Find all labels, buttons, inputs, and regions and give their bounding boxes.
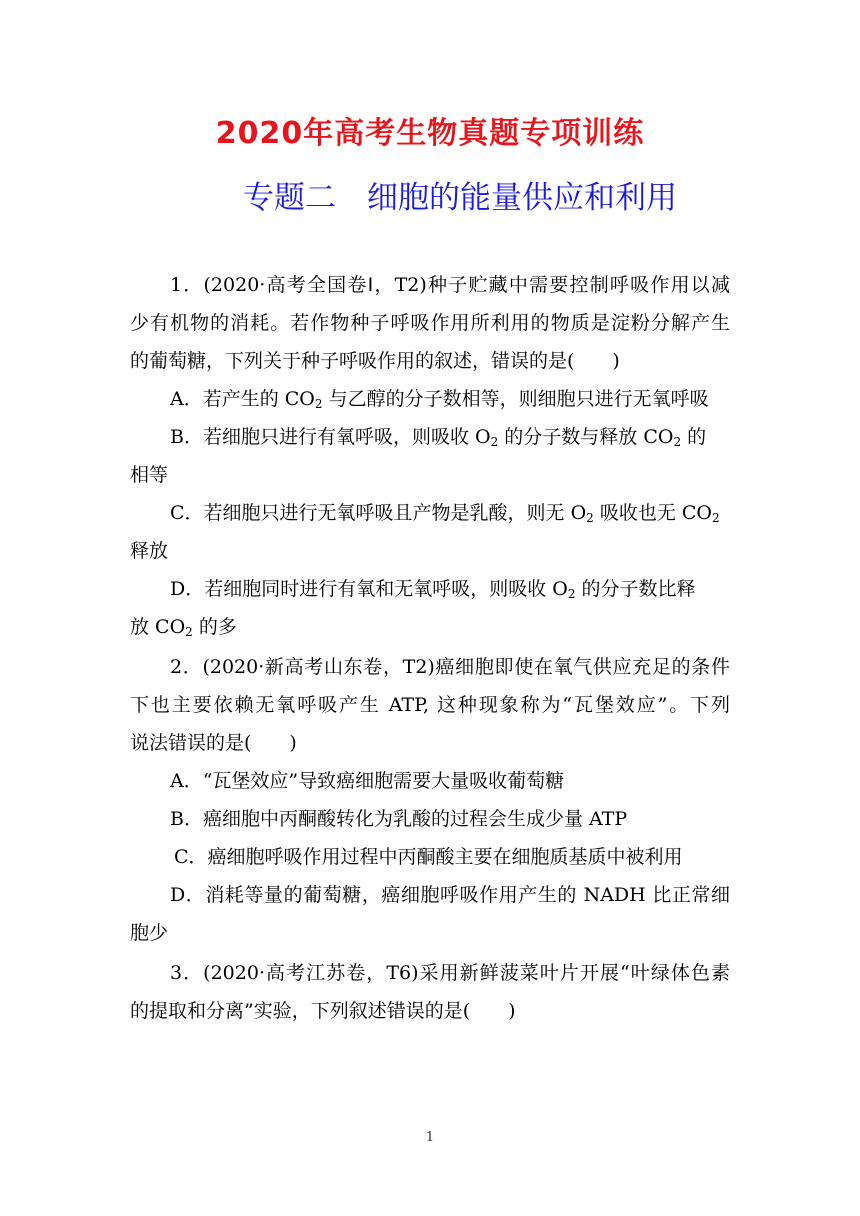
q3-source: 高考江苏卷 — [265, 962, 367, 984]
subscript: 2 — [712, 511, 720, 525]
page-title: 2020年高考生物真题专项训练 — [215, 116, 645, 151]
q2-option-d-cont: 胞少 — [130, 922, 169, 944]
q1-b-text-2: 的分子数与释放 CO — [498, 426, 674, 448]
q1-line-1 — [130, 266, 730, 304]
q1-d-text-1: D．若细胞同时进行有氧和无氧呼吸，则吸收 O — [170, 578, 568, 600]
q3-stem-1: ，T6)采用新鲜菠菜叶片开展“叶绿体色素 — [366, 962, 730, 984]
q2-option-c: C．癌细胞呼吸作用过程中丙酮酸主要在细胞质基质中被利用 — [174, 846, 683, 868]
q3-line-1 — [130, 954, 730, 992]
q2-option-d: D．消耗等量的葡萄糖，癌细胞呼吸作用产生的 NADH 比正常细 — [170, 884, 730, 906]
q1-c-text-2: 吸收也无 CO — [593, 502, 712, 524]
q1-option-d — [130, 570, 730, 608]
q1-option-c-cont: 释放 — [130, 540, 169, 562]
q1-option-a — [130, 380, 730, 418]
q1-option-b — [130, 418, 730, 456]
q2-stem-1: ，T2)癌细胞即使在氧气供应充足的条件 — [382, 656, 730, 678]
q2-source: 新高考山东卷 — [264, 656, 383, 678]
page-subtitle: 专题二 细胞的能量供应和利用 — [243, 180, 677, 216]
subscript: 2 — [185, 625, 193, 639]
subscript: 2 — [490, 435, 499, 449]
q1-option-d-cont — [130, 608, 730, 646]
q2-line-1 — [130, 648, 730, 686]
q1-a-text-1: A．若产生的 CO — [170, 388, 315, 410]
q3-number: 3．(2020· — [170, 962, 265, 984]
q1-b-text-3: 的 — [681, 426, 707, 448]
subscript: 2 — [567, 587, 576, 601]
q1-a-text-2: 与乙醇的分子数相等，则细胞只进行无氧呼吸 — [322, 388, 709, 410]
q1-line-2: 少有机物的消耗。若作物种子呼吸作用所利用的物质是淀粉分解产生 — [130, 312, 730, 334]
q2-number: 2．(2020· — [170, 656, 265, 678]
question-body — [130, 266, 730, 1030]
q2-option-b: B．癌细胞中丙酮酸转化为乳酸的过程会生成少量 ATP — [170, 808, 628, 830]
q1-option-c — [130, 494, 730, 532]
q1-d-text-2: 的分子数比释 — [575, 578, 696, 600]
subscript: 2 — [314, 397, 323, 411]
q1-d-text-4: 的多 — [192, 616, 237, 638]
q1-line-3: 的葡萄糖，下列关于种子呼吸作用的叙述，错误的是( ) — [130, 350, 620, 372]
page-number: 1 — [425, 1130, 435, 1145]
q3-line-2: 的提取和分离”实验，下列叙述错误的是( ) — [130, 1000, 516, 1022]
q1-c-text-1: C．若细胞只进行无氧呼吸且产物是乳酸，则无 O — [170, 502, 587, 524]
q1-option-b-cont: 相等 — [130, 464, 169, 486]
q1-number: 1．(2020· — [170, 274, 266, 296]
q1-b-text-1: B．若细胞只进行有氧呼吸，则吸收 O — [170, 426, 491, 448]
subscript: 2 — [673, 435, 682, 449]
q1-d-text-3: 放 CO — [130, 616, 186, 638]
q2-line-3: 说法错误的是( ) — [130, 732, 297, 754]
q1-source: 高考全国卷Ⅰ — [265, 274, 375, 296]
q1-stem-1: ，T2)种子贮藏中需要控制呼吸作用以减 — [374, 274, 730, 296]
q2-option-a: A．“瓦堡效应”导致癌细胞需要大量吸收葡萄糖 — [170, 770, 565, 792]
q2-line-2: 下也主要依赖无氧呼吸产生 ATP, 这种现象称为“瓦堡效应”。下列 — [130, 694, 730, 716]
subscript: 2 — [586, 511, 594, 525]
